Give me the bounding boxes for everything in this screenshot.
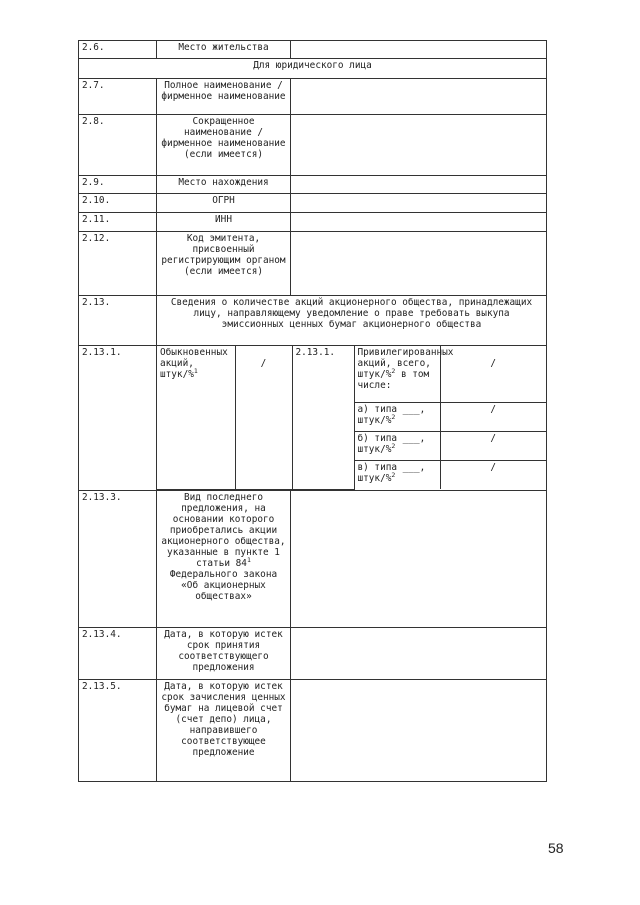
row-number: 2.13.5. xyxy=(79,680,157,782)
row-label: Дата, в которую истек срок зачисления ценных бумаг на лицевой счет (счет депо) лица, направившего соответствующее предложение xyxy=(157,680,291,782)
shares-inner-table xyxy=(157,346,546,490)
row-number: 2.13.1. xyxy=(292,346,354,489)
value-cell[interactable] xyxy=(291,41,547,59)
ordinary-shares-label: Обыкновенных акций, штук/%$^1$ xyxy=(157,346,235,489)
type-b-label: б) типа ___, штук/%$^2$ xyxy=(354,431,440,460)
ordinary-shares-value[interactable]: / xyxy=(235,346,292,489)
type-c-label: в) типа ___, штук/%$^2$ xyxy=(354,460,440,489)
row-2-13-3 xyxy=(79,491,547,628)
section-header: Для юридического лица xyxy=(79,59,547,79)
row-label: Дата, в которую истек срок принятия соответствующего предложения xyxy=(157,628,291,680)
value-cell[interactable] xyxy=(291,491,547,628)
row-number: 2.13.3. xyxy=(79,491,157,628)
row-number: 2.9. xyxy=(79,176,157,194)
row-2-6 xyxy=(79,41,547,59)
row-number: 2.13.4. xyxy=(79,628,157,680)
section-header: Сведения о количестве акций акционерного общества, принадлежащих лицу, направляющему уведомление о праве требовать выкупа эмиссионных ценных бумаг акционерного общества xyxy=(157,296,547,346)
value-cell[interactable] xyxy=(291,194,547,213)
row-label: Сокращенное наименование / фирменное наименование (если имеется) xyxy=(157,115,291,176)
row-2-9 xyxy=(79,176,547,194)
row-label: Полное наименование / фирменное наименование xyxy=(157,79,291,115)
row-2-13 xyxy=(79,296,547,346)
row-2-13-1 xyxy=(79,346,547,491)
row-2-7 xyxy=(79,79,547,115)
row-number: 2.8. xyxy=(79,115,157,176)
row-number: 2.10. xyxy=(79,194,157,213)
row-label: Вид последнего предложения, на основании которого приобретались акции акционерного общества, указанные в пункте 1 статьи $84^1$ Федерального закона «Об акционерных обществах» xyxy=(157,491,291,628)
value-cell[interactable] xyxy=(291,628,547,680)
row-number: 2.12. xyxy=(79,232,157,296)
row-number: 2.6. xyxy=(79,41,157,59)
row-2-13-5 xyxy=(79,680,547,782)
row-2-10 xyxy=(79,194,547,213)
row-number: 2.13.1. xyxy=(79,346,157,491)
type-c-value[interactable]: / xyxy=(440,460,546,489)
notification-form-table xyxy=(78,40,547,782)
value-cell[interactable] xyxy=(291,115,547,176)
row-label: Код эмитента, присвоенный регистрирующим органом (если имеется) xyxy=(157,232,291,296)
value-cell[interactable] xyxy=(291,680,547,782)
row-label: Место нахождения xyxy=(157,176,291,194)
row-number: 2.13. xyxy=(79,296,157,346)
preferred-shares-label: Привилегированных акций, всего, штук/%$^2$ в том числе: xyxy=(354,346,440,402)
row-2-13-4 xyxy=(79,628,547,680)
shares-cell xyxy=(157,346,547,491)
legal-entity-header-row xyxy=(79,59,547,79)
value-cell[interactable] xyxy=(291,176,547,194)
type-a-label: а) типа ___, штук/%$^2$ xyxy=(354,402,440,431)
row-2-11 xyxy=(79,213,547,232)
row-number: 2.11. xyxy=(79,213,157,232)
row-2-8 xyxy=(79,115,547,176)
row-label: ОГРН xyxy=(157,194,291,213)
row-label: ИНН xyxy=(157,213,291,232)
row-label: Место жительства xyxy=(157,41,291,59)
value-cell[interactable] xyxy=(291,213,547,232)
type-a-value[interactable]: / xyxy=(440,402,546,431)
value-cell[interactable] xyxy=(291,232,547,296)
row-2-12 xyxy=(79,232,547,296)
row-number: 2.7. xyxy=(79,79,157,115)
type-b-value[interactable]: / xyxy=(440,431,546,460)
page-number: 58 xyxy=(548,840,564,856)
preferred-shares-value[interactable]: / xyxy=(440,346,546,402)
value-cell[interactable] xyxy=(291,79,547,115)
